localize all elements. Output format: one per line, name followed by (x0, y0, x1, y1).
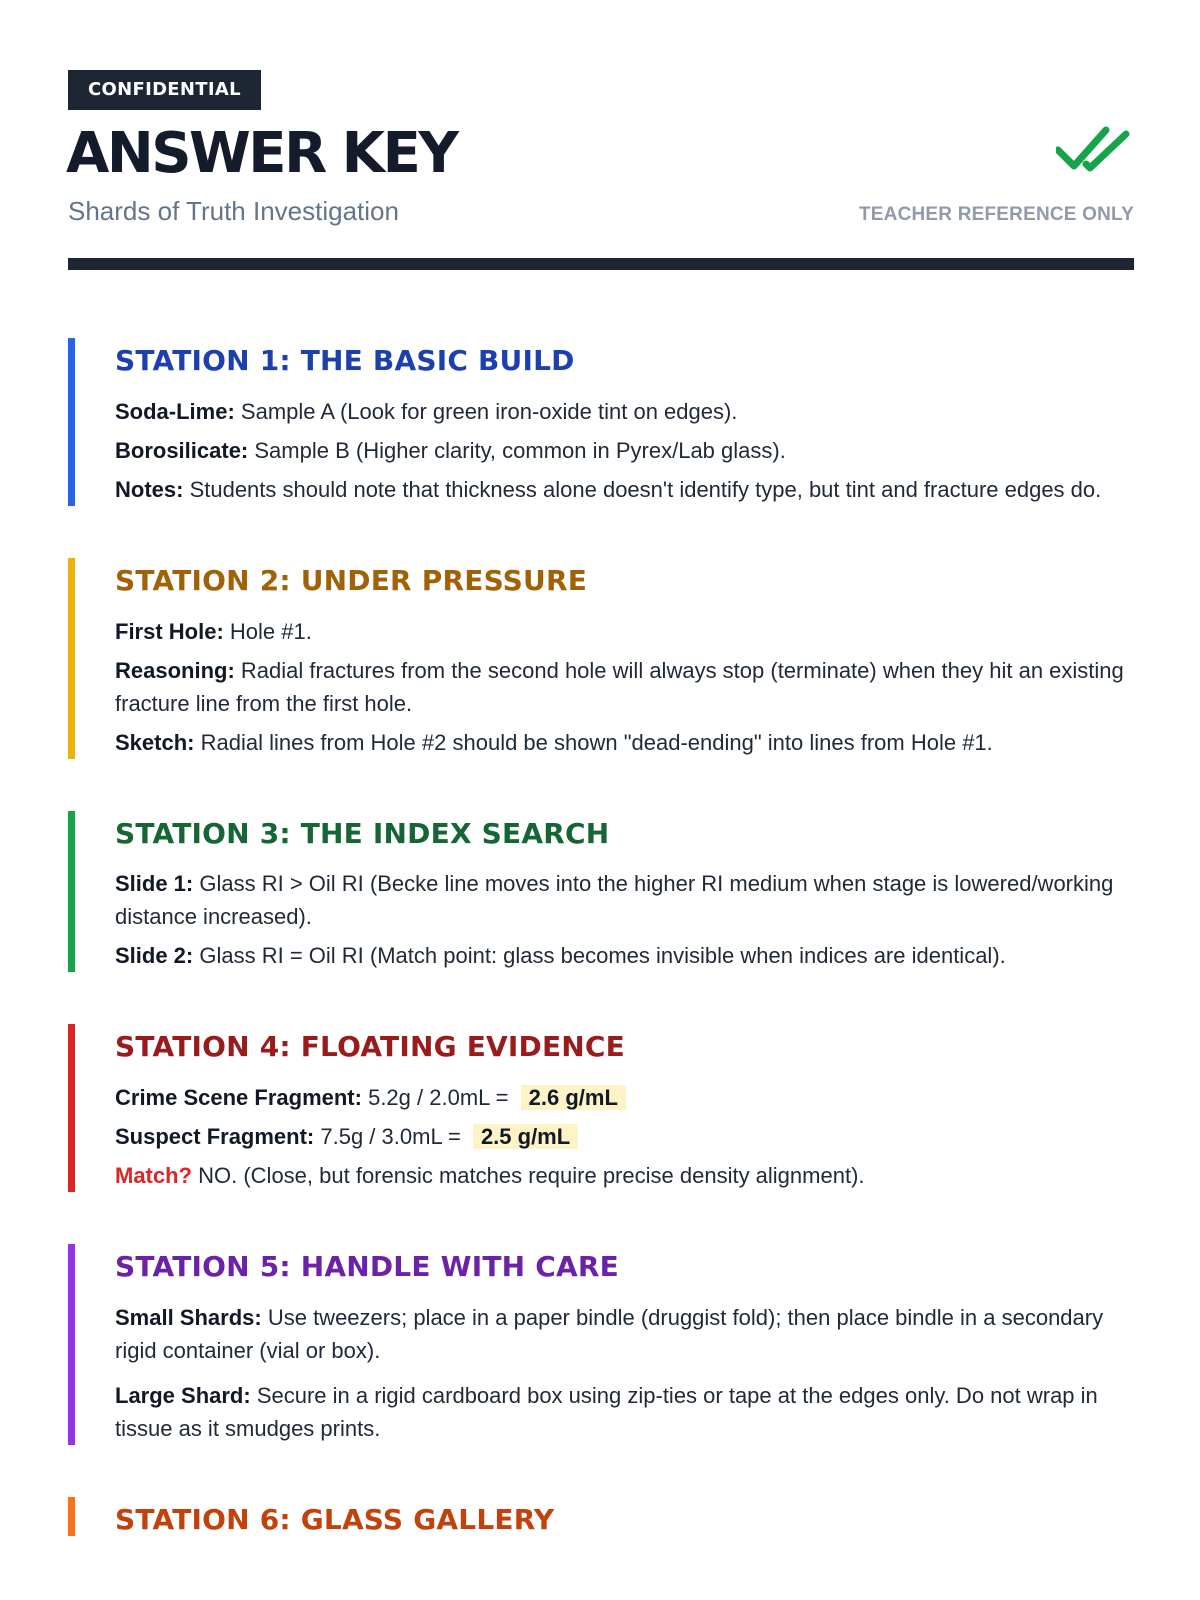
answer-text: Radial lines from Hole #2 should be shown "dead-ending" into lines from Hole #1. (194, 729, 993, 755)
station-title: STATION 6: GLASS GALLERY (115, 1502, 555, 1536)
answer-label: Notes: (115, 476, 184, 502)
answer-label: Soda-Lime: (115, 398, 235, 424)
answer-text: Students should note that thickness alone doesn't identify type, but tint and fracture edges do. (183, 476, 1102, 502)
answer-label: First Hole: (115, 618, 224, 644)
answer-line (115, 1081, 1134, 1114)
answer-line (115, 1159, 1134, 1192)
teacher-reference-note: TEACHER REFERENCE ONLY (858, 204, 1134, 225)
density-answer-highlight: 2.6 g/mL (521, 1085, 626, 1110)
answer-text: Sample A (Look for green iron-oxide tint on edges). (234, 398, 738, 424)
answer-label: Large Shard: (115, 1382, 251, 1408)
answer-label: Reasoning: (115, 657, 235, 683)
answer-line (115, 1379, 1134, 1445)
answer-label: Slide 2: (115, 943, 194, 969)
page-subtitle: Shards of Truth Investigation (68, 196, 399, 226)
answer-line (115, 473, 1134, 506)
answer-line (115, 615, 1134, 648)
station-6 (68, 1497, 1134, 1536)
answer-label: Sketch: (115, 729, 195, 755)
answer-text: Sample B (Higher clarity, common in Pyrex/Lab glass). (248, 437, 786, 463)
stations-list (68, 338, 1134, 1588)
station-2 (68, 558, 1134, 759)
answer-line (115, 1120, 1134, 1153)
answer-key-page (66, 70, 1134, 1536)
station-1 (68, 338, 1134, 506)
answer-line (115, 1301, 1134, 1367)
answer-line (115, 395, 1134, 428)
header (68, 70, 1134, 266)
density-answer-highlight: 2.5 g/mL (473, 1124, 578, 1149)
page-title: ANSWER KEY (66, 121, 457, 186)
answer-line (115, 434, 1134, 467)
answer-label: Slide 1: (115, 871, 194, 897)
answer-line (115, 654, 1134, 720)
station-title: STATION 5: HANDLE WITH CARE (115, 1250, 619, 1284)
confidential-badge: CONFIDENTIAL (68, 70, 261, 110)
answer-text: NO. (Close, but forensic matches require precise density alignment). (192, 1163, 865, 1189)
station-5 (68, 1244, 1134, 1445)
station-title: STATION 1: THE BASIC BUILD (115, 344, 575, 377)
station-4 (68, 1024, 1134, 1192)
answer-text: Use tweezers; place in a paper bindle (druggist fold); then place bindle in a secondary rigid container (vial or box). (115, 1304, 1104, 1363)
station-title: STATION 2: UNDER PRESSURE (115, 563, 588, 597)
header-divider (68, 258, 1134, 270)
answer-text: 5.2g / 2.0mL = (361, 1085, 515, 1111)
station-3 (68, 811, 1134, 973)
answer-line (115, 726, 1134, 759)
answer-text: Hole #1. (223, 618, 312, 644)
answer-label: Crime Scene Fragment: (115, 1085, 362, 1111)
answer-line (115, 939, 1134, 972)
match-label: Match? (115, 1163, 192, 1189)
answer-text: 7.5g / 3.0mL = (314, 1124, 467, 1150)
answer-text: Glass RI > Oil RI (Becke line moves into the higher RI medium when stage is lowered/working distance increased). (115, 871, 1114, 930)
answer-label: Suspect Fragment: (115, 1124, 315, 1150)
answer-label: Borosilicate: (115, 437, 249, 463)
answer-line (115, 867, 1134, 933)
station-title: STATION 4: FLOATING EVIDENCE (115, 1030, 626, 1064)
answer-label: Small Shards: (115, 1304, 262, 1330)
answer-text: Glass RI = Oil RI (Match point: glass becomes invisible when indices are identical). (193, 943, 1006, 969)
station-title: STATION 3: THE INDEX SEARCH (115, 816, 610, 850)
answer-text: Secure in a rigid cardboard box using zip-ties or tape at the edges only. Do not wrap in tissue as it smudges prints. (115, 1382, 1098, 1441)
answer-text: Radial fractures from the second hole will always stop (terminate) when they hit an existing fracture line from the first hole. (115, 657, 1124, 716)
double-check-icon (1056, 124, 1130, 174)
